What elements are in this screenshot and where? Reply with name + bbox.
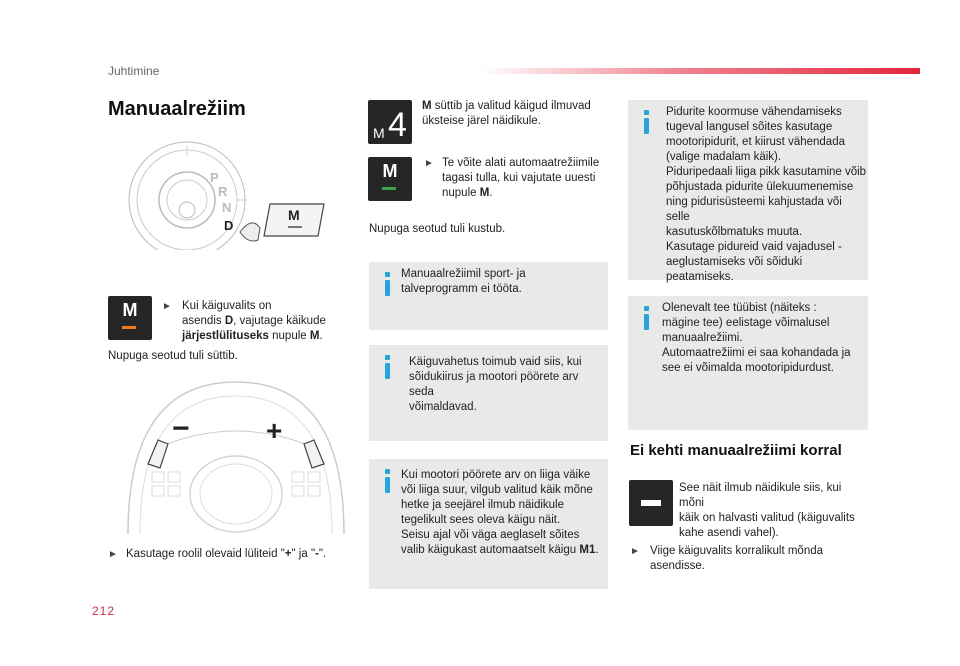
- gear-letter-n: N: [222, 200, 232, 215]
- gear-letter-p: P: [210, 170, 219, 185]
- page-title: Manuaalrežiim: [108, 98, 246, 120]
- info-box-gear-change-conditions: Käiguvahetus toimub vaid siis, kui sõidukiirus ja mootori pöörete arv seda võimaldavad.: [369, 345, 608, 441]
- bullet-marker: ►: [162, 301, 172, 312]
- bullet-return-auto: Te võite alati automaatrežiimile tagasi tulla, kui vajutate uuesti nupule M.: [442, 157, 600, 199]
- bullet-marker: ►: [630, 546, 640, 557]
- m-button-green-icon: M: [368, 157, 412, 201]
- bullet-use-paddles: Kasutage roolil olevaid lüliteid "+" ja "-".: [126, 548, 327, 560]
- paddle-minus-label: −: [172, 412, 190, 445]
- display-gear-number: 4: [388, 106, 407, 144]
- info-icon: [638, 306, 656, 330]
- display-text: M süttib ja valitud käigud ilmuvad üksteise järel näidikule.: [422, 100, 591, 127]
- info-icon: [379, 469, 397, 493]
- bullet-marker: ►: [108, 549, 118, 560]
- steering-wheel-illustration: [122, 376, 350, 536]
- gear-letter-r: R: [218, 184, 228, 199]
- light-off-text: Nupuga seotud tuli kustub.: [369, 223, 506, 235]
- info-icon: [379, 272, 397, 296]
- info-rpm-text: Kui mootori pöörete arv on liiga väike või liiga suur, vilgub valitud käik mõne hetke ja seejärel ilmub näidikule tegelikult sees oleva käigu näit. Seisu ajal või väga aeglaselt sõites valib käigukast automaatselt käigu M1.: [401, 469, 599, 556]
- info-box-sport-winter: Manuaalrežiimil sport- ja talveprogramm ei tööta.: [369, 262, 608, 330]
- display-mode-letter: M: [373, 125, 385, 141]
- paddle-plus-label: +: [266, 415, 283, 446]
- info-box-engine-braking: Pidurite koormuse vähendamiseks tugeval langusel sõites kasutage mootoripidurit, et kiirust vähendada (valige madalam käik). Piduripedaali liiga pikk kasutamine võib põhjustada pidurite ülekuumenemise ning pidurisüsteemi kahjustada või selle kasutuskõlbmatuks muuta. Kasutage pidureid vaid vajadusel - aeglustamiseks või sõiduki peatamiseks.: [628, 100, 868, 280]
- m-button-orange-icon: M: [108, 296, 152, 340]
- bullet-press-m: Kui käiguvalits on asendis D, vajutage käikude järjestlülituseks nupule M.: [182, 300, 326, 342]
- light-on-text: Nupuga seotud tuli süttib.: [108, 350, 238, 362]
- info-box-rpm-limits: [369, 459, 608, 589]
- section-subtitle: Ei kehti manuaalrežiimi korral: [630, 442, 842, 459]
- invalid-gear-text: See näit ilmub näidikule siis, kui mõni käik on halvasti valitud (käiguvalits kahe asendi vahel).: [679, 482, 855, 539]
- info-icon: [379, 355, 397, 379]
- info-box-mountain-road: Olenevalt tee tüübist (näiteks : mägine tee) eelistage võimalusel manuaalrežiimi. Automaatrežiimi ei saa kohandada ja see ei võimalda mootoripidurdust.: [628, 296, 868, 430]
- gear-selector-illustration: [112, 140, 342, 250]
- invalid-gear-display-icon: [629, 480, 673, 526]
- section-header: Juhtimine: [108, 64, 160, 78]
- info-icon: [638, 110, 656, 134]
- instrument-display-icon: [368, 100, 412, 144]
- m-button-label: M: [288, 207, 300, 223]
- page-number: 212: [92, 604, 116, 618]
- gear-letter-d: D: [224, 218, 234, 233]
- bullet-move-selector: Viige käiguvalits korralikult mõnda asendisse.: [650, 545, 824, 572]
- header-accent-line: [480, 68, 920, 74]
- bullet-marker: ►: [424, 158, 434, 169]
